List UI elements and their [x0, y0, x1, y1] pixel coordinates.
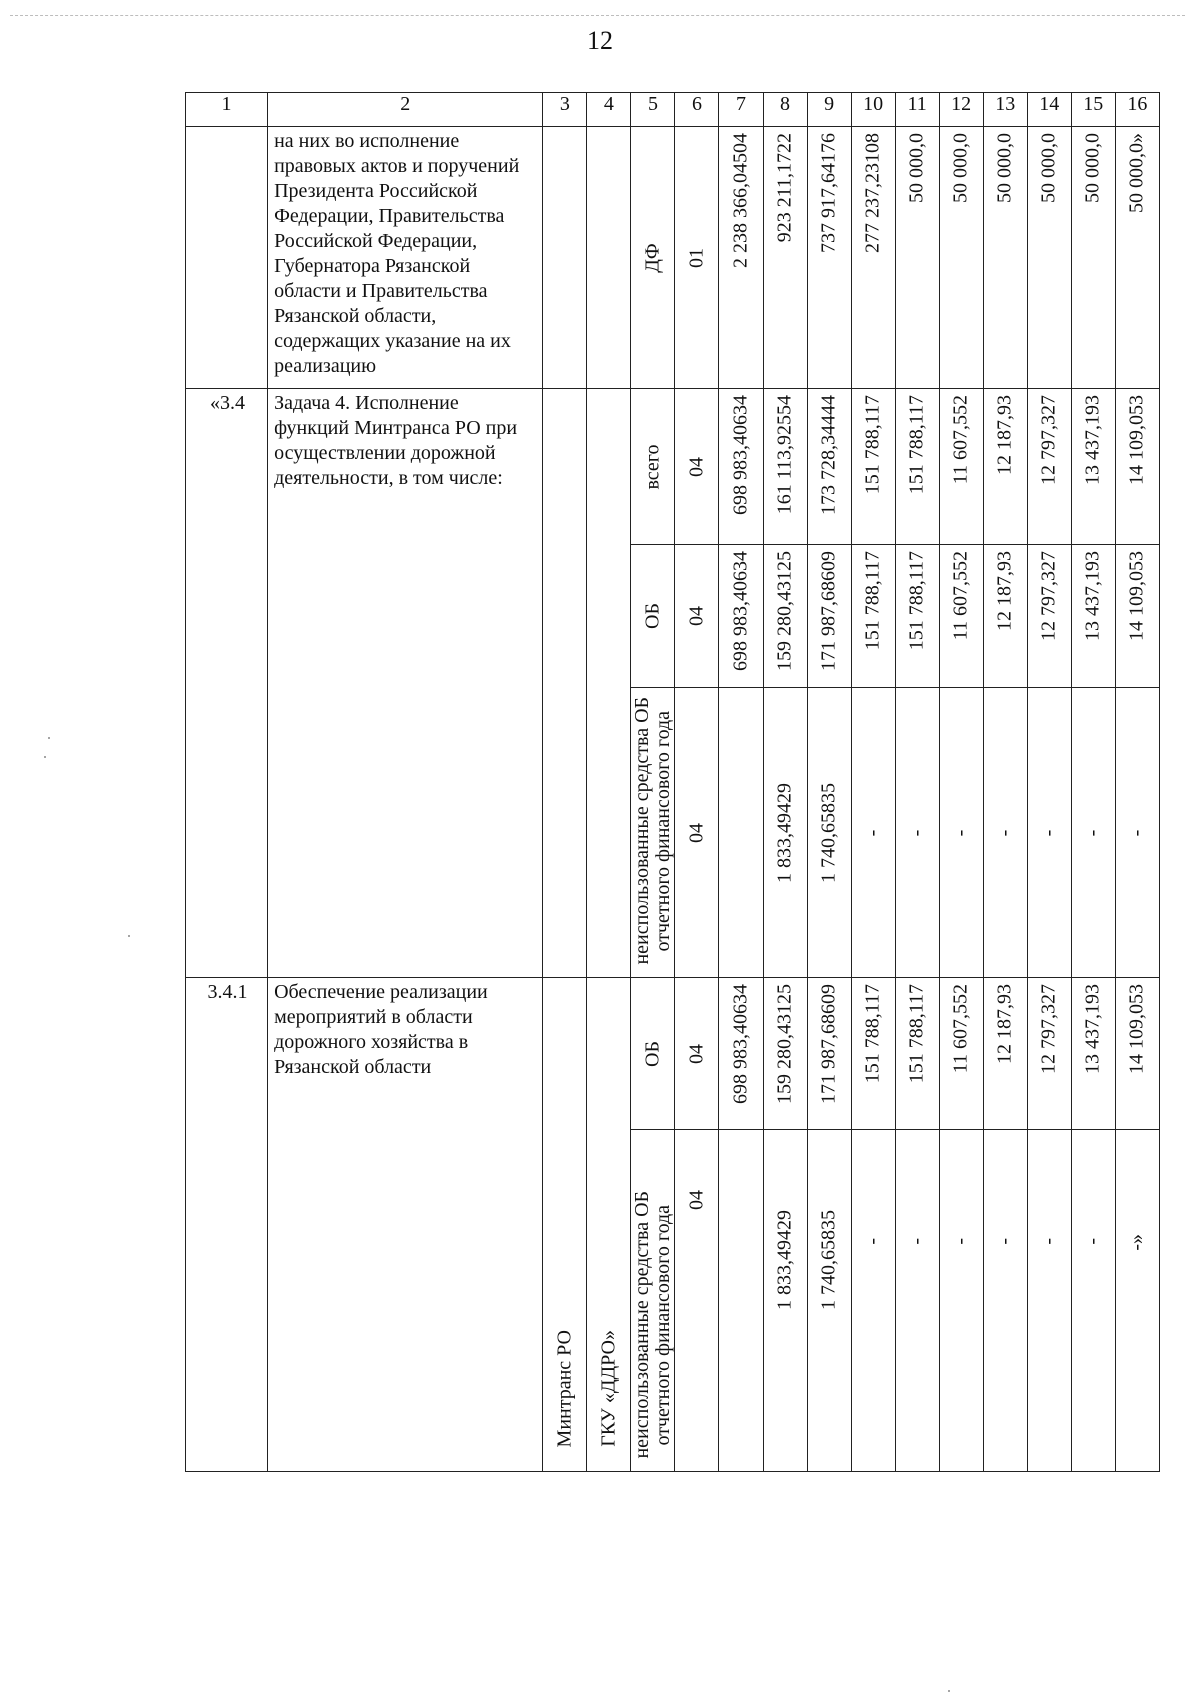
scan-artifact-line	[10, 15, 1185, 16]
amount-value: -	[1081, 1238, 1104, 1245]
amount-value: 50 000,0	[949, 133, 972, 203]
column-number: 9	[807, 93, 851, 127]
funding-source: всего	[641, 443, 664, 490]
amount-value: -	[861, 829, 884, 836]
amount-value: 50 000,0»	[1125, 133, 1148, 213]
amount-value: 13 437,193	[1081, 551, 1104, 641]
column-number: 13	[983, 93, 1027, 127]
column-number: 3	[543, 93, 587, 127]
amount-value: 13 437,193	[1081, 395, 1104, 485]
amount-value: 12 797,327	[1037, 395, 1060, 485]
amount-value: 151 788,117	[905, 395, 928, 495]
responsible-cell	[543, 127, 587, 389]
amount-value: 11 607,552	[949, 551, 972, 641]
table-row	[186, 127, 1160, 389]
funding-source: ДФ	[641, 242, 664, 273]
code-value: 04	[685, 1043, 708, 1064]
column-number: 7	[719, 93, 763, 127]
item-description: Обеспечение реализации мероприятий в области дорожного хозяйства в Рязанской области	[268, 978, 543, 1472]
column-number: 5	[631, 93, 675, 127]
code-value: 04	[685, 606, 708, 626]
amount-value: 171 987,68609	[817, 984, 840, 1104]
amount-value: 50 000,0	[905, 133, 928, 203]
code-value: 04	[685, 1190, 708, 1210]
amount-value: 11 607,552	[949, 395, 972, 485]
column-number: 10	[851, 93, 895, 127]
amount-value: -	[1037, 1238, 1060, 1245]
amount-value: 698 983,40634	[729, 551, 752, 671]
scan-speck	[44, 756, 46, 758]
amount-value: 14 109,053	[1125, 395, 1148, 485]
amount-value: -	[905, 829, 928, 836]
amount-value: 151 788,117	[905, 551, 928, 651]
amount-value: 14 109,053	[1125, 551, 1148, 641]
amount-value: 13 437,193	[1081, 984, 1104, 1074]
amount-value: -	[949, 829, 972, 836]
amount-value: 1 740,65835	[817, 782, 840, 883]
item-description: на них во исполнение правовых актов и поручений Президента Российской Федерации, Правительства Российской Федерации, Губернатора Рязанской области и Правительства Рязанской области, содержащих указание на их реализацию	[268, 127, 543, 389]
amount-value: 1 833,49429	[773, 1210, 796, 1310]
funding-source-line: отчетного финансового года	[651, 1204, 674, 1446]
amount-value: -	[1037, 829, 1060, 836]
amount-value: 12 187,93	[993, 984, 1016, 1064]
amount-value: 12 187,93	[993, 395, 1016, 475]
column-number: 1	[186, 93, 268, 127]
scan-speck	[948, 1690, 950, 1692]
column-number: 4	[587, 93, 631, 127]
item-description: Задача 4. Исполнение функций Минтранса РО при осуществлении дорожной деятельности, в том числе:	[268, 389, 543, 978]
amount-value: 277 237,23108	[861, 133, 884, 253]
executor-agency: ГКУ «ДДРО»	[597, 1330, 620, 1447]
amount-value: -	[1081, 829, 1104, 836]
funding-source: ОБ	[641, 1040, 664, 1067]
amount-value: -	[949, 1238, 972, 1245]
amount-value: 50 000,0	[993, 133, 1016, 203]
amount-value: 12 187,93	[993, 551, 1016, 631]
column-number: 8	[763, 93, 807, 127]
amount-value: 151 788,117	[861, 395, 884, 495]
amount-value: 50 000,0	[1037, 133, 1060, 203]
amount-value: 737 917,64176	[817, 133, 840, 253]
amount-value: -	[993, 1238, 1016, 1245]
amount-value: 11 607,552	[949, 984, 972, 1074]
amount-value: 1 833,49429	[773, 782, 796, 883]
amount-value: 161 113,92554	[773, 395, 796, 515]
item-number: 3.4.1	[186, 978, 268, 1472]
column-number: 2	[268, 93, 543, 127]
funding-source	[632, 1191, 674, 1459]
column-number: 11	[895, 93, 939, 127]
amount-value: 151 788,117	[905, 984, 928, 1084]
column-number: 16	[1115, 93, 1159, 127]
budget-table	[185, 92, 1160, 1472]
code-value: 04	[685, 456, 708, 477]
executor-cell	[587, 127, 631, 389]
amount-value: 698 983,40634	[729, 395, 752, 515]
amount-value: 923 211,1722	[773, 133, 796, 243]
amount-value: -	[861, 1238, 884, 1245]
column-number: 15	[1071, 93, 1115, 127]
item-number-cell	[186, 127, 268, 389]
amount-value: 151 788,117	[861, 551, 884, 651]
funding-source	[632, 697, 674, 965]
table-row	[186, 978, 1160, 1130]
amount-value: 159 280,43125	[773, 984, 796, 1104]
scan-speck	[48, 737, 50, 739]
amount-value: 2 238 366,04504	[729, 133, 752, 268]
amount-value: 50 000,0	[1081, 133, 1104, 203]
amount-value: 173 728,34444	[817, 395, 840, 515]
funding-source-line: отчетного финансового года	[651, 710, 674, 952]
responsible-cell	[543, 389, 587, 978]
amount-value: -	[905, 1238, 928, 1245]
page-number: 12	[587, 26, 613, 55]
column-number: 12	[939, 93, 983, 127]
column-number: 6	[675, 93, 719, 127]
amount-value: -»	[1125, 1234, 1148, 1251]
amount-value: 171 987,68609	[817, 551, 840, 671]
amount-value: 159 280,43125	[773, 551, 796, 671]
funding-source-line: неиспользованные средства ОБ	[630, 1191, 653, 1459]
amount-value: 1 740,65835	[817, 1210, 840, 1310]
amount-value: 698 983,40634	[729, 984, 752, 1104]
amount-value: 14 109,053	[1125, 984, 1148, 1074]
code-value: 04	[685, 822, 708, 843]
funding-source: ОБ	[641, 603, 664, 629]
funding-source-line: неиспользованные средства ОБ	[630, 697, 653, 965]
code-value: 01	[685, 247, 708, 268]
executor-cell	[587, 389, 631, 978]
amount-value: 151 788,117	[861, 984, 884, 1084]
item-number: «3.4	[186, 389, 268, 978]
amount-value: -	[1125, 829, 1148, 836]
amount-value: -	[993, 829, 1016, 836]
amount-value: 12 797,327	[1037, 984, 1060, 1074]
column-number: 14	[1027, 93, 1071, 127]
scan-speck	[128, 935, 130, 937]
table-row	[186, 389, 1160, 545]
amount-value: 12 797,327	[1037, 551, 1060, 641]
column-number-row	[186, 93, 1160, 127]
responsible-agency: Минтранс РО	[553, 1329, 576, 1447]
